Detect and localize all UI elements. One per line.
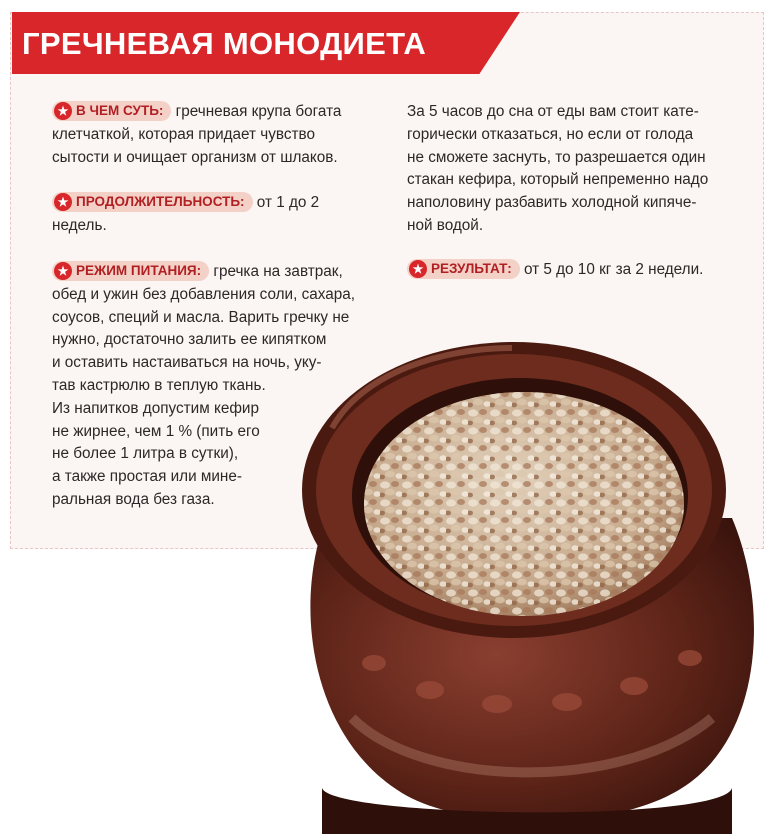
page-title: ГРЕЧНЕВАЯ МОНОДИЕТА: [22, 26, 427, 61]
kefir-line: ной водой.: [407, 216, 484, 234]
regime-line: не жирнее, чем 1 % (пить его: [52, 422, 260, 440]
regime-label: ★ РЕЖИМ ПИТАНИЯ:: [52, 261, 209, 281]
essence-line: ★ В ЧЕМ СУТЬ: гречневая крупа богата: [52, 101, 341, 124]
kefir-line: стакан кефира, который непременно надо: [407, 171, 709, 189]
regime-line: не более 1 литра в сутки),: [52, 445, 239, 463]
duration-label: ★ ПРОДОЛЖИТЕЛЬНОСТЬ:: [52, 192, 253, 212]
regime-line: и оставить настаиваться на ночь, уку-: [52, 354, 322, 372]
regime-line: а также простая или мине-: [52, 468, 242, 486]
section-result: [407, 259, 703, 282]
section-duration: [52, 192, 319, 238]
star-icon: ★: [409, 260, 427, 278]
essence-label: ★ В ЧЕМ СУТЬ:: [52, 101, 171, 121]
star-icon: ★: [54, 193, 72, 211]
star-icon: ★: [54, 262, 72, 280]
duration-line: недель.: [52, 216, 107, 234]
regime-line: обед и ужин без добавления соли, сахара,: [52, 285, 356, 303]
regime-line: соусов, специй и масла. Варить гречку не: [52, 308, 350, 326]
kefir-line: горически отказаться, но если от голода: [407, 125, 694, 143]
regime-line: нужно, достаточно залить ее кипятком: [52, 331, 327, 349]
essence-line: клетчаткой, которая придает чувство: [52, 125, 315, 143]
kefir-line: За 5 часов до сна от еды вам стоит кате-: [407, 103, 699, 120]
regime-line: Из напитков допустим кефир: [52, 399, 259, 417]
buckwheat-pot-illustration: [292, 318, 768, 834]
section-kefir-note: [407, 101, 708, 238]
essence-line: сытости и очищает организм от шлаков.: [52, 148, 338, 166]
duration-line: ★ ПРОДОЛЖИТЕЛЬНОСТЬ: от 1 до 2: [52, 192, 319, 215]
kefir-line: не сможете заснуть, то разрешается один: [407, 148, 706, 166]
result-line: ★ РЕЗУЛЬТАТ: от 5 до 10 кг за 2 недели.: [407, 259, 703, 282]
star-icon: ★: [54, 102, 72, 120]
regime-line: тав кастрюлю в теплую ткань.: [52, 376, 266, 394]
regime-line: ★ РЕЖИМ ПИТАНИЯ: гречка на завтрак,: [52, 261, 355, 284]
regime-line: ральная вода без газа.: [52, 490, 215, 508]
section-essence: [52, 101, 341, 169]
result-label: ★ РЕЗУЛЬТАТ:: [407, 259, 520, 279]
kefir-line: наполовину разбавить холодной кипяче-: [407, 194, 697, 212]
